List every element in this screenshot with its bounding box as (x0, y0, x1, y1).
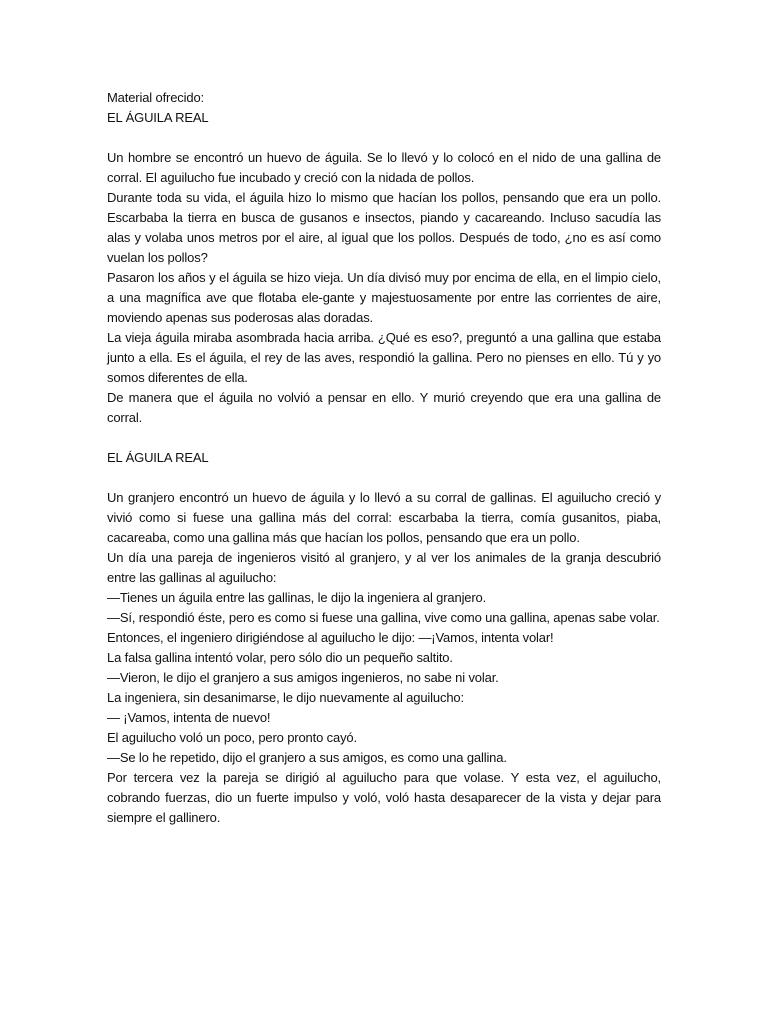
story-2-paragraph: La falsa gallina intentó volar, pero sólo dio un pequeño saltito. (107, 650, 453, 665)
story-2-paragraph: Un día una pareja de ingenieros visitó al granjero, y al ver los animales de la granja descubrió entre las gallinas al aguilucho: (107, 550, 661, 585)
story-2-paragraph: —Se lo he repetido, dijo el granjero a sus amigos, es como una gallina. (107, 750, 507, 765)
story-1-paragraph: La vieja águila miraba asombrada hacia arriba. ¿Qué es eso?, preguntó a una gallina que estaba junto a ella. Es el águila, el rey de las aves, respondió la gallina. Pero no pienses en ello. Tú y yo somos diferentes de ella. (107, 330, 661, 385)
story-2-paragraph: Entonces, el ingeniero dirigiéndose al aguilucho le dijo: —¡Vamos, intenta volar! (107, 630, 554, 645)
spacer (107, 128, 661, 148)
story-title-1: EL ÁGUILA REAL (107, 110, 209, 125)
document-page (107, 88, 661, 828)
story-1-paragraph: De manera que el águila no volvió a pensar en ello. Y murió creyendo que era una gallina de corral. (107, 390, 661, 425)
spacer (107, 468, 661, 488)
story-2-paragraph: La ingeniera, sin desanimarse, le dijo nuevamente al aguilucho: (107, 690, 464, 705)
material-label: Material ofrecido: (107, 90, 205, 105)
story-2-paragraph: — ¡Vamos, intenta de nuevo! (107, 710, 271, 725)
story-2 (107, 488, 661, 828)
story-1-paragraph: Durante toda su vida, el águila hizo lo mismo que hacían los pollos, pensando que era un pollo. Escarbaba la tierra en busca de gusanos e insectos, piando y cacareando. Incluso sacudía las alas y volaba unos metros por el aire, al igual que los pollos. Después de todo, ¿no es así como vuelan los pollos? (107, 190, 661, 265)
story-2-paragraph: El aguilucho voló un poco, pero pronto cayó. (107, 730, 357, 745)
story-2-paragraph: —Sí, respondió éste, pero es como si fuese una gallina, vive como una gallina, apenas sabe volar. (107, 610, 660, 625)
story-2-paragraph: Un granjero encontró un huevo de águila y lo llevó a su corral de gallinas. El aguilucho creció y vivió como si fuese una gallina más del corral: escarbaba la tierra, comía gusanitos, piaba, cacareaba, como una gallina más que hacían los pollos, pensando que era un pollo. (107, 490, 661, 545)
story-2-paragraph: —Tienes un águila entre las gallinas, le dijo la ingeniera al granjero. (107, 590, 487, 605)
story-2-paragraph: Por tercera vez la pareja se dirigió al aguilucho para que volase. Y esta vez, el aguilucho, cobrando fuerzas, dio un fuerte impulso y voló, voló hasta desaparecer de la vista y dejar para siempre el gallinero. (107, 770, 661, 825)
story-1 (107, 148, 661, 428)
story-title-2: EL ÁGUILA REAL (107, 450, 209, 465)
spacer (107, 428, 661, 448)
story-2-paragraph: —Vieron, le dijo el granjero a sus amigos ingenieros, no sabe ni volar. (107, 670, 499, 685)
story-1-paragraph: Un hombre se encontró un huevo de águila. Se lo llevó y lo colocó en el nido de una gallina de corral. El aguilucho fue incubado y creció con la nidada de pollos. (107, 150, 661, 185)
story-1-paragraph: Pasaron los años y el águila se hizo vieja. Un día divisó muy por encima de ella, en el limpio cielo, a una magnífica ave que flotaba ele-gante y majestuosamente por entre las corrientes de aire, moviendo apenas sus poderosas alas doradas. (107, 270, 661, 325)
